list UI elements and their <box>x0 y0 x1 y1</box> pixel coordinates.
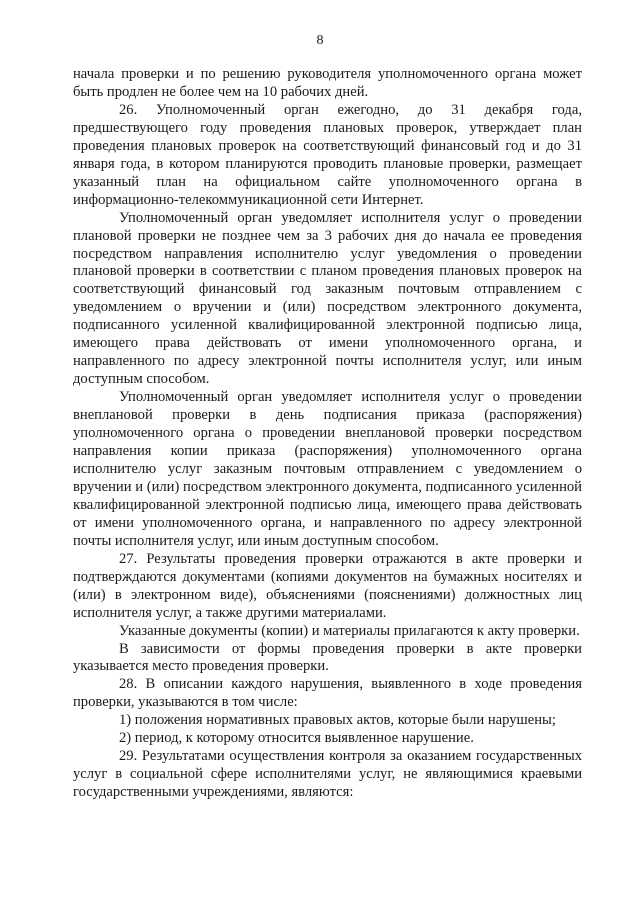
list-item-2: 2) период, к которому относится выявленное нарушение. <box>119 730 474 747</box>
paragraph-continuation: начала проверки и по решению руководителя уполномоченного органа может быть продлен не более чем на 10 рабочих дней. <box>73 66 582 100</box>
document-body <box>73 66 582 802</box>
paragraph-unplanned-notice: Уполномоченный орган уведомляет исполнителя услуг о проведении внеплановой проверки в день подписания приказа (распоряжения) уполномоченного органа о проведении внеплановой проверки посредством направления копии приказа (распоряжения) уполномоченного органа исполнителю услуг заказным почтовым отправлением с уведомлением о вручении и (или) посредством электронного документа, подписанного усиленной квалифицированной электронной подписью лица, имеющего права действовать от имени уполномоченного органа, и направленного по адресу электронной почты исполнителя услуг, или иным доступным способом. <box>73 389 582 549</box>
paragraph-item-26: 26. Уполномоченный орган ежегодно, до 31 декабря года, предшествующего году проведения плановых проверок, утверждает план проведения плановых проверок на соответствующий финансовый год и до 31 января года, в котором планируются проводить плановые проверки, размещает указанный план на официальном сайте уполномоченного органа в информационно-телекоммуникационной сети Интернет. <box>73 101 582 208</box>
paragraph-item-28: 28. В описании каждого нарушения, выявленного в ходе проведения проверки, указываются в том числе: <box>73 676 582 711</box>
paragraph-attachments: Указанные документы (копии) и материалы прилагаются к акту проверки. <box>119 622 580 639</box>
paragraph-item-29: 29. Результатами осуществления контроля за оказанием государственных услуг в социальной сфере исполнителями услуг, не являющимися краевыми государственными учреждениями, являются: <box>73 748 582 801</box>
paragraph-planned-notice: Уполномоченный орган уведомляет исполнителя услуг о проведении плановой проверки не позднее чем за 3 рабочих дня до начала ее проведения посредством направления исполнителю услуг уведомления о проведении плановой проверки в соответствии с планом проведения плановых проверок на соответствующий финансовый год заказным почтовым отправлением с уведомлением о вручении и (или) посредством электронного документа, подписанного усиленной квалифицированной электронной подписью лица, имеющего права действовать от имени уполномоченного органа, и направленного по адресу электронной почты исполнителя услуг, или иным доступным способом. <box>73 209 582 388</box>
paragraph-inspection-place: В зависимости от формы проведения проверки в акте проверки указывается место проведения проверки. <box>73 640 582 675</box>
paragraph-item-27: 27. Результаты проведения проверки отражаются в акте проверки и подтверждаются документами (копиями документов на бумажных носителях и (или) в электронном виде), объяснениями (пояснениями) должностных лиц исполнителя услуг, а также другими материалами. <box>73 550 582 621</box>
list-item-1: 1) положения нормативных правовых актов, которые были нарушены; <box>119 712 556 729</box>
page-number: 8 <box>316 33 324 48</box>
